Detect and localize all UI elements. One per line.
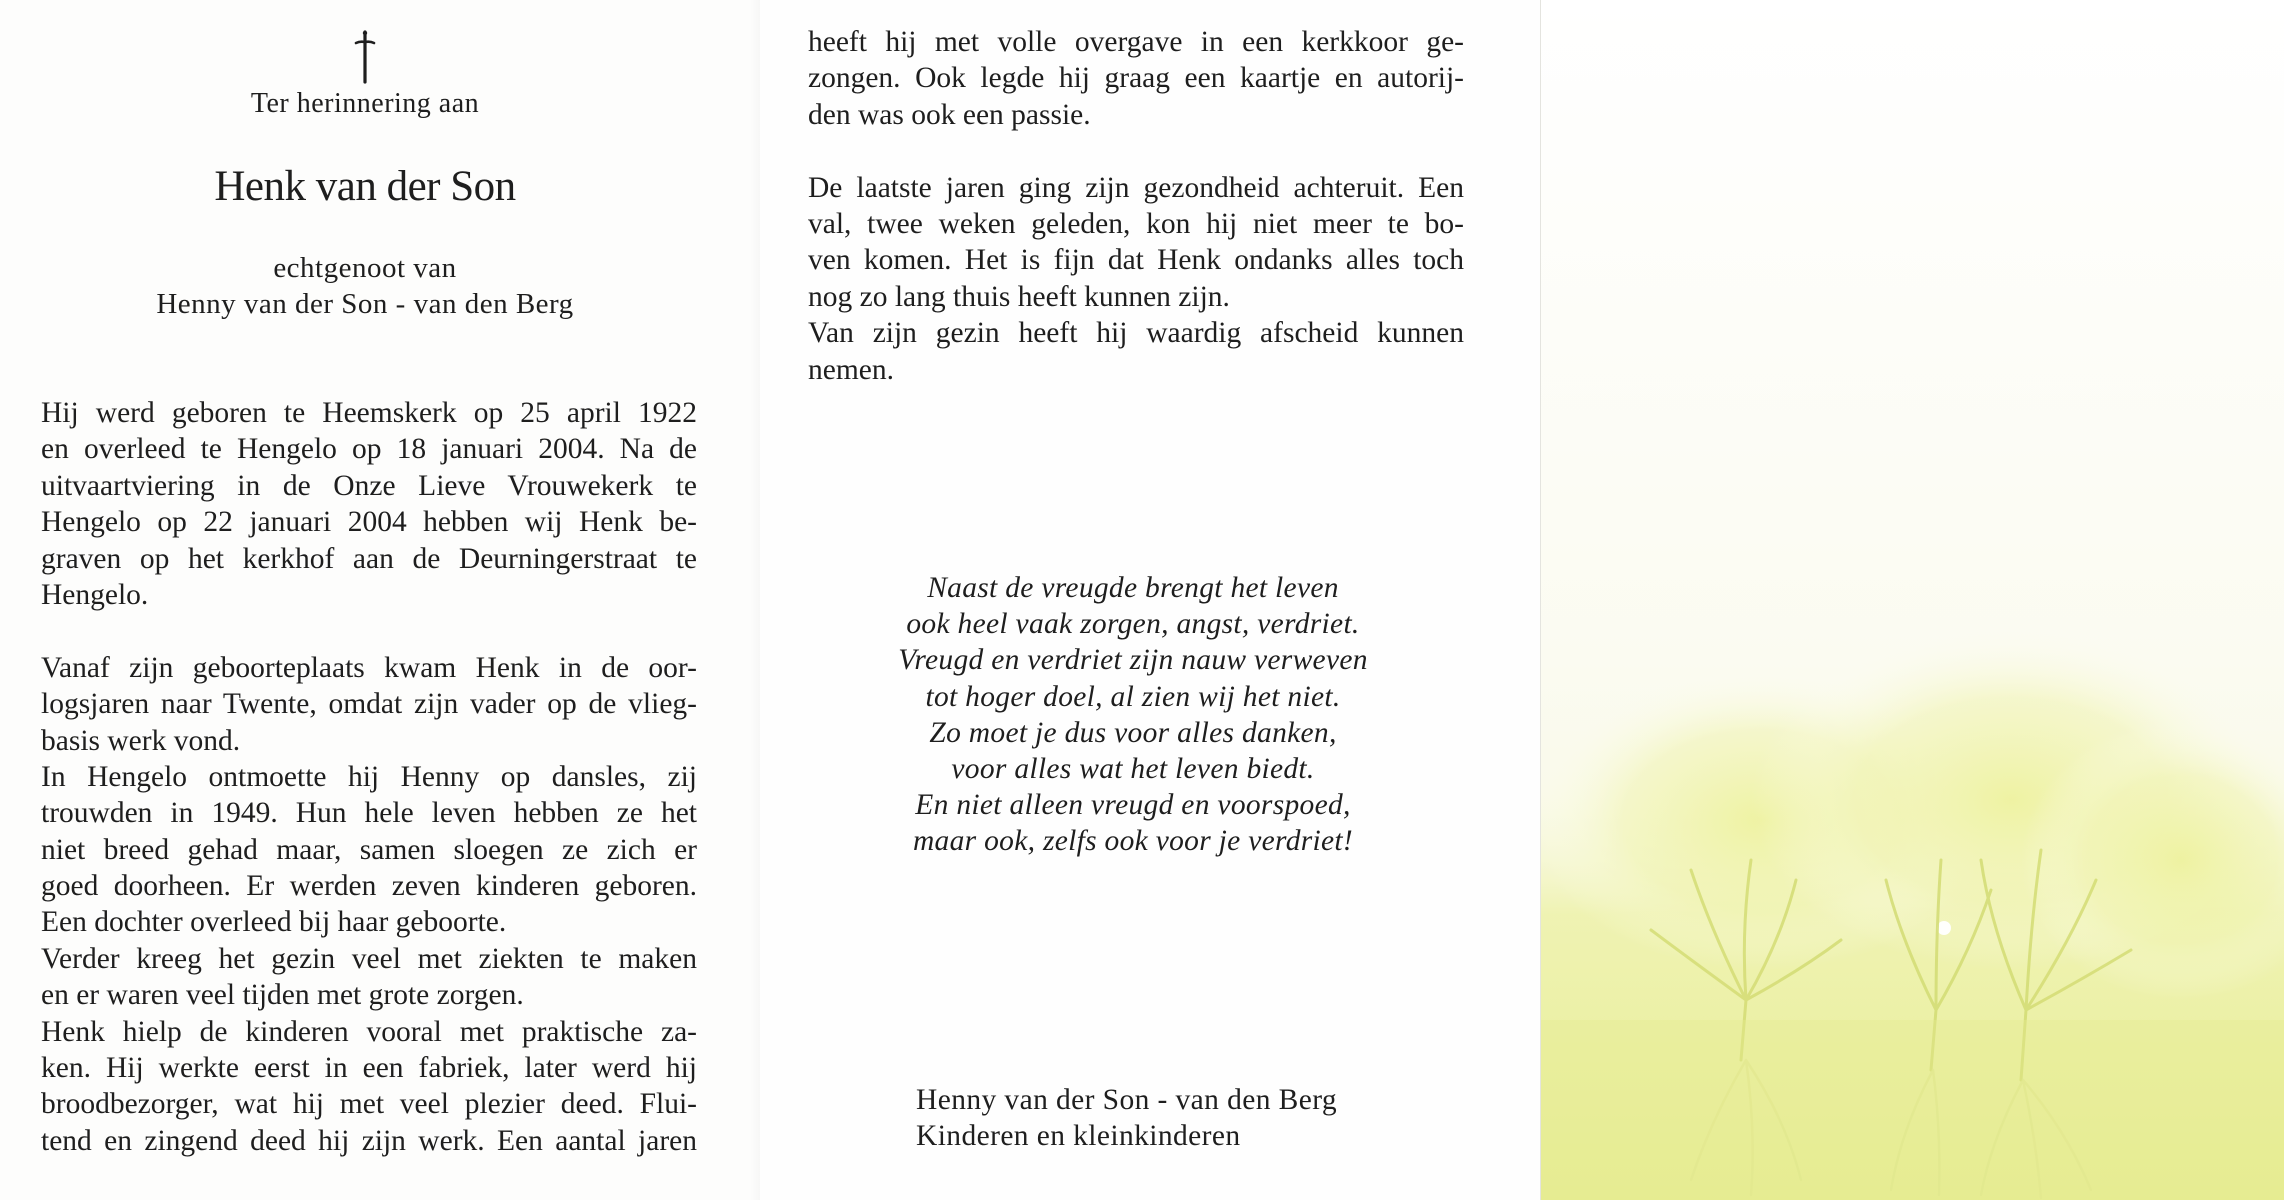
text-line: en er waren veel tijden met grote zorgen. <box>41 979 524 1012</box>
poem-line: Naast de vreugde brengt het leven <box>927 572 1339 604</box>
text-line: graven op het kerkhof aan de Deurningerstraat te <box>41 542 697 575</box>
text-line: nog zo lang thuis heeft kunnen zijn. <box>808 280 1230 313</box>
text-line: Hengelo. <box>41 578 149 611</box>
text-line: den was ook een passie. <box>808 98 1091 131</box>
text-line: logsjaren naar Twente, omdat zijn vader op de vlieg- <box>41 688 697 721</box>
biography-text-middle <box>808 24 1464 388</box>
text-line: Hengelo op 22 januari 2004 hebben wij Henk be- <box>41 506 697 539</box>
text-line: goed doorheen. Er werden zeven kinderen geboren. <box>41 870 697 903</box>
card-middle-page <box>760 0 1540 1200</box>
paragraph-gap <box>41 613 697 649</box>
poem-line: maar ook, zelfs ook voor je verdriet! <box>912 825 1354 858</box>
spouse-label: echtgenoot van <box>273 252 457 284</box>
poem-line: tot hoger doel, al zien wij het niet. <box>925 680 1341 713</box>
text-line: trouwden in 1949. Hun hele leven hebben ze het <box>41 797 697 830</box>
willow-trees-image <box>1541 0 2284 1200</box>
text-line: val, twee weken geleden, kon hij niet meer te bo- <box>808 207 1464 240</box>
text-line: basis werk vond. <box>41 724 241 757</box>
poem-line: ook heel vaak zorgen, angst, verdriet. <box>906 608 1360 641</box>
text-line: heeft hij met volle overgave in een kerkkoor ge- <box>808 26 1464 58</box>
text-line: en overleed te Hengelo op 18 januari 2004. Na de <box>41 433 697 466</box>
signature-line: Kinderen en kleinkinderen <box>916 1120 1241 1153</box>
paragraph-gap <box>808 133 1464 169</box>
text-line: In Hengelo ontmoette hij Henny op dansles, zij <box>41 760 697 793</box>
text-line: Verder kreeg het gezin veel met ziekten te maken <box>41 942 697 975</box>
text-line: Een dochter overleed bij haar geboorte. <box>41 906 507 939</box>
text-line: niet breed gehad maar, samen sloegen ze zich er <box>41 833 697 866</box>
poem-line: Zo moet je dus voor alles danken, <box>929 716 1337 749</box>
poem-line: Vreugd en verdriet zijn nauw verweven <box>898 644 1368 677</box>
biography-text-left <box>41 395 697 1159</box>
text-line: ven komen. Het is fijn dat Henk ondanks alles toch <box>808 244 1464 277</box>
card-cover-page <box>1540 0 2284 1200</box>
poem-line: voor alles wat het leven biedt. <box>951 753 1315 786</box>
text-line: De laatste jaren ging zijn gezondheid achteruit. Een <box>808 171 1464 204</box>
text-line: broodbezorger, wat hij met veel plezier deed. Flui- <box>41 1088 697 1121</box>
cross-icon <box>345 28 385 84</box>
text-line: tend en zingend deed hij zijn werk. Een aantal jaren <box>41 1124 697 1157</box>
text-line: Hij werd geboren te Heemskerk op 25 april 1922 <box>41 397 697 429</box>
text-line: ken. Hij werkte eerst in een fabriek, later werd hij <box>41 1052 697 1085</box>
intro-text: Ter herinnering aan <box>250 88 480 119</box>
deceased-name: Henk van der Son <box>214 163 516 210</box>
text-line: zongen. Ook legde hij graag een kaartje en autorij- <box>808 62 1464 95</box>
text-line: Vanaf zijn geboorteplaats kwam Henk in de oor- <box>41 651 697 684</box>
text-line: Van zijn gezin heeft hij waardig afscheid kunnen <box>808 317 1464 350</box>
signature-line: Henny van der Son - van den Berg <box>916 1084 1338 1116</box>
poem-line: En niet alleen vreugd en voorspoed, <box>915 789 1351 822</box>
spouse-name: Henny van der Son - van den Berg <box>156 288 574 320</box>
poem <box>808 570 1458 860</box>
text-line: Henk hielp de kinderen vooral met praktische za- <box>41 1015 697 1048</box>
text-line: nemen. <box>808 353 895 386</box>
text-line: uitvaartviering in de Onze Lieve Vrouwekerk te <box>41 469 697 502</box>
signature-block <box>916 1082 1337 1155</box>
card-left-page <box>0 0 760 1200</box>
